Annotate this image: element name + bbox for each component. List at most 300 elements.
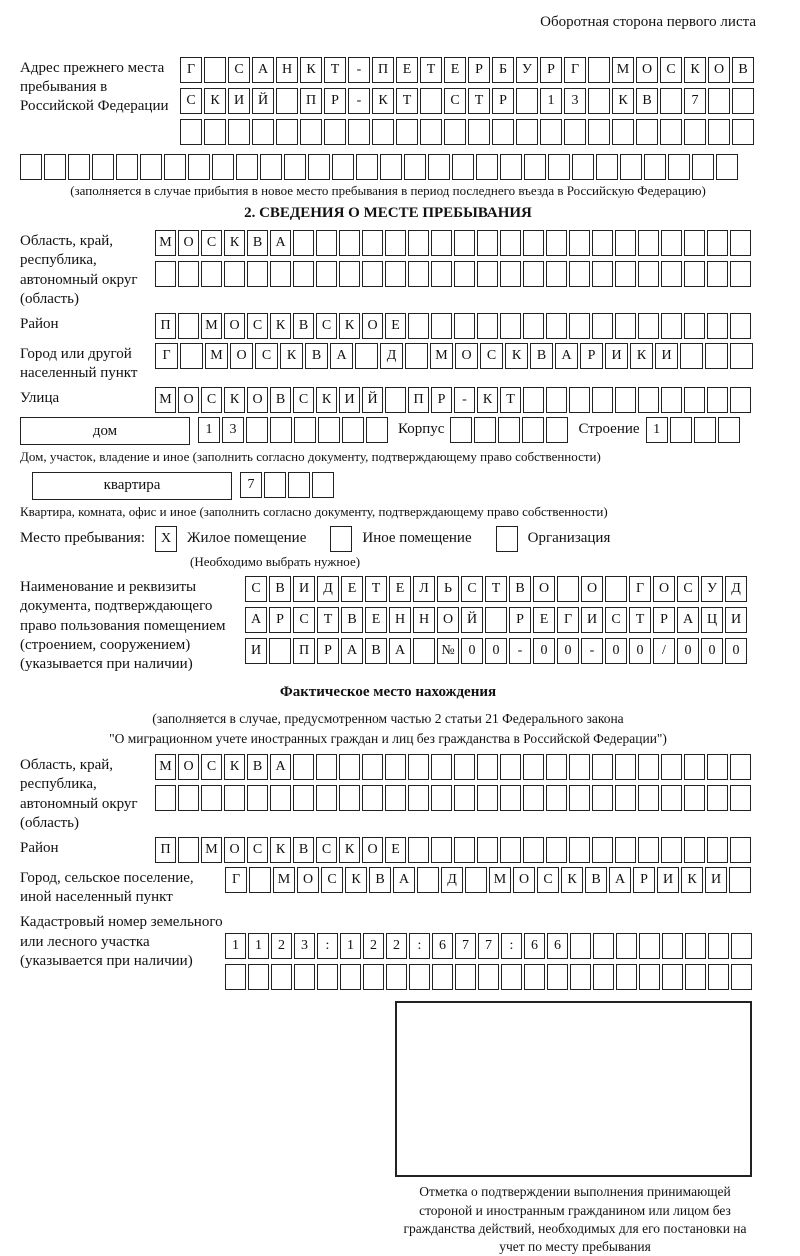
char-box[interactable] (684, 754, 705, 780)
char-box[interactable]: А (252, 57, 274, 83)
char-box[interactable]: Р (540, 57, 562, 83)
char-box[interactable]: О (178, 387, 199, 413)
char-box[interactable] (247, 785, 268, 811)
char-box[interactable] (661, 837, 682, 863)
char-box[interactable]: 1 (198, 417, 220, 443)
char-box[interactable]: И (705, 867, 727, 893)
char-box[interactable]: С (293, 387, 314, 413)
char-box[interactable]: 1 (248, 933, 269, 959)
char-box[interactable] (730, 343, 753, 369)
apartment-type-box[interactable]: квартира (32, 472, 232, 500)
char-box[interactable]: В (509, 576, 531, 602)
char-box[interactable] (516, 119, 538, 145)
char-box[interactable] (408, 785, 429, 811)
char-box[interactable]: Е (444, 57, 466, 83)
char-box[interactable]: Р (653, 607, 675, 633)
char-box[interactable]: Т (629, 607, 651, 633)
char-box[interactable]: А (330, 343, 353, 369)
char-box[interactable]: А (555, 343, 578, 369)
char-box[interactable]: А (341, 638, 363, 664)
char-box[interactable]: И (655, 343, 678, 369)
char-box[interactable] (668, 154, 690, 180)
char-box[interactable]: С (201, 754, 222, 780)
char-box[interactable] (707, 785, 728, 811)
char-box[interactable] (570, 964, 591, 990)
char-box[interactable] (707, 230, 728, 256)
char-box[interactable]: С (245, 576, 267, 602)
char-box[interactable]: О (513, 867, 535, 893)
char-box[interactable] (204, 57, 226, 83)
char-box[interactable] (707, 261, 728, 287)
char-box[interactable] (593, 933, 614, 959)
char-box[interactable]: В (247, 230, 268, 256)
char-box[interactable]: О (437, 607, 459, 633)
char-box[interactable] (707, 313, 728, 339)
char-box[interactable]: У (516, 57, 538, 83)
char-box[interactable] (639, 933, 660, 959)
char-box[interactable]: 2 (386, 933, 407, 959)
char-box[interactable] (546, 387, 567, 413)
char-box[interactable]: Т (485, 576, 507, 602)
char-box[interactable] (252, 119, 274, 145)
char-box[interactable]: И (605, 343, 628, 369)
char-box[interactable] (660, 88, 682, 114)
char-box[interactable]: : (501, 933, 522, 959)
char-box[interactable] (431, 785, 452, 811)
char-box[interactable] (524, 964, 545, 990)
char-box[interactable]: 7 (240, 472, 262, 498)
char-box[interactable]: О (230, 343, 253, 369)
char-box[interactable] (339, 230, 360, 256)
char-box[interactable] (420, 119, 442, 145)
char-box[interactable] (92, 154, 114, 180)
char-box[interactable]: Й (362, 387, 383, 413)
char-box[interactable] (269, 638, 291, 664)
char-box[interactable] (228, 119, 250, 145)
char-box[interactable] (428, 154, 450, 180)
char-box[interactable]: О (178, 230, 199, 256)
char-box[interactable]: К (339, 313, 360, 339)
char-box[interactable] (569, 230, 590, 256)
char-box[interactable] (523, 387, 544, 413)
char-box[interactable]: С (201, 387, 222, 413)
char-box[interactable] (707, 754, 728, 780)
char-box[interactable] (293, 754, 314, 780)
char-box[interactable] (596, 154, 618, 180)
char-box[interactable] (477, 261, 498, 287)
char-box[interactable]: С (201, 230, 222, 256)
char-box[interactable]: С (537, 867, 559, 893)
char-box[interactable]: Н (413, 607, 435, 633)
char-box[interactable] (718, 417, 740, 443)
char-box[interactable] (564, 119, 586, 145)
char-box[interactable] (413, 638, 435, 664)
char-box[interactable] (731, 933, 752, 959)
char-box[interactable] (178, 837, 199, 863)
char-box[interactable] (638, 785, 659, 811)
char-box[interactable] (308, 154, 330, 180)
char-box[interactable]: Е (533, 607, 555, 633)
char-box[interactable] (44, 154, 66, 180)
char-box[interactable] (592, 785, 613, 811)
char-box[interactable] (708, 119, 730, 145)
char-box[interactable] (500, 261, 521, 287)
char-box[interactable] (444, 119, 466, 145)
char-box[interactable] (408, 313, 429, 339)
char-box[interactable]: К (505, 343, 528, 369)
char-box[interactable]: С (228, 57, 250, 83)
char-box[interactable] (547, 964, 568, 990)
char-box[interactable] (498, 417, 520, 443)
char-box[interactable] (523, 754, 544, 780)
char-box[interactable] (644, 154, 666, 180)
char-box[interactable]: С (677, 576, 699, 602)
char-box[interactable] (300, 119, 322, 145)
char-box[interactable] (546, 313, 567, 339)
char-box[interactable]: О (247, 387, 268, 413)
char-box[interactable]: П (293, 638, 315, 664)
char-box[interactable] (420, 88, 442, 114)
char-box[interactable] (340, 964, 361, 990)
char-box[interactable] (452, 154, 474, 180)
char-box[interactable] (661, 313, 682, 339)
char-box[interactable]: 7 (478, 933, 499, 959)
char-box[interactable] (180, 343, 203, 369)
char-box[interactable]: Е (389, 576, 411, 602)
char-box[interactable] (730, 754, 751, 780)
char-box[interactable] (730, 785, 751, 811)
char-box[interactable]: 0 (557, 638, 579, 664)
char-box[interactable]: Г (225, 867, 247, 893)
char-box[interactable] (385, 230, 406, 256)
char-box[interactable]: И (581, 607, 603, 633)
char-box[interactable]: И (725, 607, 747, 633)
char-box[interactable] (615, 837, 636, 863)
char-box[interactable] (362, 230, 383, 256)
char-box[interactable] (178, 785, 199, 811)
char-box[interactable] (362, 261, 383, 287)
char-box[interactable]: Н (389, 607, 411, 633)
char-box[interactable] (572, 154, 594, 180)
char-box[interactable]: В (585, 867, 607, 893)
char-box[interactable]: А (609, 867, 631, 893)
char-box[interactable]: К (204, 88, 226, 114)
char-box[interactable] (500, 313, 521, 339)
char-box[interactable] (684, 785, 705, 811)
char-box[interactable]: Т (396, 88, 418, 114)
char-box[interactable] (224, 261, 245, 287)
char-box[interactable]: П (155, 313, 176, 339)
char-box[interactable] (140, 154, 162, 180)
char-box[interactable]: Д (441, 867, 463, 893)
char-box[interactable] (431, 837, 452, 863)
char-box[interactable] (293, 785, 314, 811)
char-box[interactable]: Т (468, 88, 490, 114)
char-box[interactable]: А (270, 754, 291, 780)
char-box[interactable]: В (270, 387, 291, 413)
char-box[interactable]: В (305, 343, 328, 369)
char-box[interactable] (660, 119, 682, 145)
char-box[interactable] (569, 261, 590, 287)
char-box[interactable] (380, 154, 402, 180)
char-box[interactable] (417, 867, 439, 893)
char-box[interactable] (431, 230, 452, 256)
char-box[interactable]: К (339, 837, 360, 863)
char-box[interactable] (548, 154, 570, 180)
char-box[interactable]: Н (276, 57, 298, 83)
char-box[interactable] (588, 88, 610, 114)
char-box[interactable] (366, 417, 388, 443)
char-box[interactable] (318, 417, 340, 443)
char-box[interactable]: Г (629, 576, 651, 602)
char-box[interactable] (638, 387, 659, 413)
char-box[interactable] (454, 754, 475, 780)
char-box[interactable]: О (362, 837, 383, 863)
char-box[interactable] (249, 867, 271, 893)
char-box[interactable] (454, 837, 475, 863)
char-box[interactable] (236, 154, 258, 180)
char-box[interactable]: П (408, 387, 429, 413)
char-box[interactable]: С (480, 343, 503, 369)
char-box[interactable]: Г (180, 57, 202, 83)
char-box[interactable]: Ц (701, 607, 723, 633)
char-box[interactable]: Е (385, 313, 406, 339)
char-box[interactable]: А (389, 638, 411, 664)
char-box[interactable]: Т (317, 607, 339, 633)
char-box[interactable]: 0 (605, 638, 627, 664)
char-box[interactable]: Т (365, 576, 387, 602)
char-box[interactable] (569, 754, 590, 780)
char-box[interactable]: К (224, 230, 245, 256)
char-box[interactable] (708, 964, 729, 990)
char-box[interactable]: М (155, 754, 176, 780)
char-box[interactable] (409, 964, 430, 990)
char-box[interactable]: Е (396, 57, 418, 83)
char-box[interactable] (316, 754, 337, 780)
char-box[interactable] (363, 964, 384, 990)
char-box[interactable]: И (657, 867, 679, 893)
char-box[interactable] (638, 230, 659, 256)
char-box[interactable]: С (461, 576, 483, 602)
char-box[interactable]: 0 (485, 638, 507, 664)
char-box[interactable]: А (270, 230, 291, 256)
char-box[interactable]: М (489, 867, 511, 893)
char-box[interactable] (546, 754, 567, 780)
char-box[interactable] (332, 154, 354, 180)
char-box[interactable]: Р (431, 387, 452, 413)
char-box[interactable] (569, 785, 590, 811)
char-box[interactable] (339, 785, 360, 811)
char-box[interactable] (405, 343, 428, 369)
char-box[interactable]: Р (269, 607, 291, 633)
char-box[interactable] (692, 154, 714, 180)
char-box[interactable] (684, 230, 705, 256)
char-box[interactable] (408, 261, 429, 287)
residential-checkbox[interactable]: X (155, 526, 177, 552)
char-box[interactable] (212, 154, 234, 180)
char-box[interactable] (276, 88, 298, 114)
char-box[interactable] (685, 964, 706, 990)
char-box[interactable] (270, 785, 291, 811)
char-box[interactable]: В (247, 754, 268, 780)
char-box[interactable]: В (293, 313, 314, 339)
char-box[interactable] (730, 261, 751, 287)
char-box[interactable] (155, 785, 176, 811)
char-box[interactable] (476, 154, 498, 180)
char-box[interactable]: И (293, 576, 315, 602)
char-box[interactable]: Р (324, 88, 346, 114)
char-box[interactable]: Г (557, 607, 579, 633)
char-box[interactable]: 1 (646, 417, 668, 443)
char-box[interactable]: Е (341, 576, 363, 602)
char-box[interactable]: М (612, 57, 634, 83)
char-box[interactable] (454, 313, 475, 339)
char-box[interactable]: Р (492, 88, 514, 114)
char-box[interactable] (356, 154, 378, 180)
char-box[interactable] (680, 343, 703, 369)
char-box[interactable]: К (280, 343, 303, 369)
char-box[interactable] (293, 230, 314, 256)
char-box[interactable] (707, 387, 728, 413)
char-box[interactable] (694, 417, 716, 443)
char-box[interactable]: М (430, 343, 453, 369)
char-box[interactable]: В (341, 607, 363, 633)
char-box[interactable]: Е (385, 837, 406, 863)
char-box[interactable]: : (317, 933, 338, 959)
char-box[interactable] (224, 785, 245, 811)
char-box[interactable]: В (369, 867, 391, 893)
char-box[interactable] (588, 119, 610, 145)
char-box[interactable] (732, 88, 754, 114)
char-box[interactable] (385, 754, 406, 780)
char-box[interactable] (616, 964, 637, 990)
char-box[interactable]: Д (380, 343, 403, 369)
char-box[interactable] (661, 754, 682, 780)
char-box[interactable]: 0 (533, 638, 555, 664)
char-box[interactable] (178, 261, 199, 287)
char-box[interactable]: О (297, 867, 319, 893)
char-box[interactable]: 2 (363, 933, 384, 959)
char-box[interactable] (294, 417, 316, 443)
char-box[interactable] (523, 785, 544, 811)
char-box[interactable] (501, 964, 522, 990)
organization-checkbox[interactable] (496, 526, 518, 552)
char-box[interactable]: И (245, 638, 267, 664)
char-box[interactable] (638, 261, 659, 287)
char-box[interactable] (684, 119, 706, 145)
char-box[interactable]: П (155, 837, 176, 863)
char-box[interactable] (540, 119, 562, 145)
char-box[interactable]: К (561, 867, 583, 893)
char-box[interactable]: С (605, 607, 627, 633)
char-box[interactable] (408, 230, 429, 256)
char-box[interactable] (116, 154, 138, 180)
char-box[interactable] (247, 261, 268, 287)
char-box[interactable] (284, 154, 306, 180)
char-box[interactable]: О (224, 313, 245, 339)
char-box[interactable] (546, 785, 567, 811)
char-box[interactable]: В (365, 638, 387, 664)
char-box[interactable]: М (155, 230, 176, 256)
char-box[interactable]: - (581, 638, 603, 664)
char-box[interactable] (404, 154, 426, 180)
char-box[interactable] (317, 964, 338, 990)
char-box[interactable]: С (293, 607, 315, 633)
char-box[interactable] (164, 154, 186, 180)
other-premises-checkbox[interactable] (330, 526, 352, 552)
char-box[interactable] (355, 343, 378, 369)
char-box[interactable] (372, 119, 394, 145)
char-box[interactable] (204, 119, 226, 145)
char-box[interactable] (316, 230, 337, 256)
char-box[interactable] (68, 154, 90, 180)
char-box[interactable] (312, 472, 334, 498)
char-box[interactable] (474, 417, 496, 443)
char-box[interactable] (408, 837, 429, 863)
char-box[interactable]: С (316, 837, 337, 863)
char-box[interactable]: К (300, 57, 322, 83)
char-box[interactable] (201, 785, 222, 811)
char-box[interactable]: У (701, 576, 723, 602)
char-box[interactable] (546, 837, 567, 863)
char-box[interactable]: О (455, 343, 478, 369)
char-box[interactable]: Р (633, 867, 655, 893)
char-box[interactable]: Р (317, 638, 339, 664)
char-box[interactable] (546, 230, 567, 256)
char-box[interactable]: : (409, 933, 430, 959)
char-box[interactable]: П (372, 57, 394, 83)
char-box[interactable]: - (348, 88, 370, 114)
char-box[interactable]: О (362, 313, 383, 339)
char-box[interactable] (201, 261, 222, 287)
char-box[interactable] (662, 933, 683, 959)
char-box[interactable]: Г (155, 343, 178, 369)
char-box[interactable]: С (444, 88, 466, 114)
char-box[interactable]: В (293, 837, 314, 863)
char-box[interactable]: Й (461, 607, 483, 633)
char-box[interactable] (615, 785, 636, 811)
char-box[interactable] (661, 785, 682, 811)
char-box[interactable]: К (684, 57, 706, 83)
char-box[interactable]: О (653, 576, 675, 602)
char-box[interactable]: Д (317, 576, 339, 602)
char-box[interactable] (708, 933, 729, 959)
char-box[interactable]: Б (492, 57, 514, 83)
char-box[interactable]: М (205, 343, 228, 369)
char-box[interactable] (455, 964, 476, 990)
char-box[interactable]: К (630, 343, 653, 369)
char-box[interactable] (592, 387, 613, 413)
char-box[interactable] (523, 261, 544, 287)
char-box[interactable] (730, 313, 751, 339)
char-box[interactable]: Т (420, 57, 442, 83)
char-box[interactable] (225, 964, 246, 990)
char-box[interactable] (592, 837, 613, 863)
char-box[interactable]: С (180, 88, 202, 114)
char-box[interactable]: 3 (222, 417, 244, 443)
char-box[interactable]: 1 (540, 88, 562, 114)
char-box[interactable] (271, 964, 292, 990)
char-box[interactable]: 6 (432, 933, 453, 959)
char-box[interactable] (729, 867, 751, 893)
char-box[interactable]: П (300, 88, 322, 114)
char-box[interactable]: А (245, 607, 267, 633)
char-box[interactable]: 6 (547, 933, 568, 959)
char-box[interactable] (732, 119, 754, 145)
char-box[interactable] (339, 261, 360, 287)
char-box[interactable]: О (636, 57, 658, 83)
char-box[interactable] (636, 119, 658, 145)
